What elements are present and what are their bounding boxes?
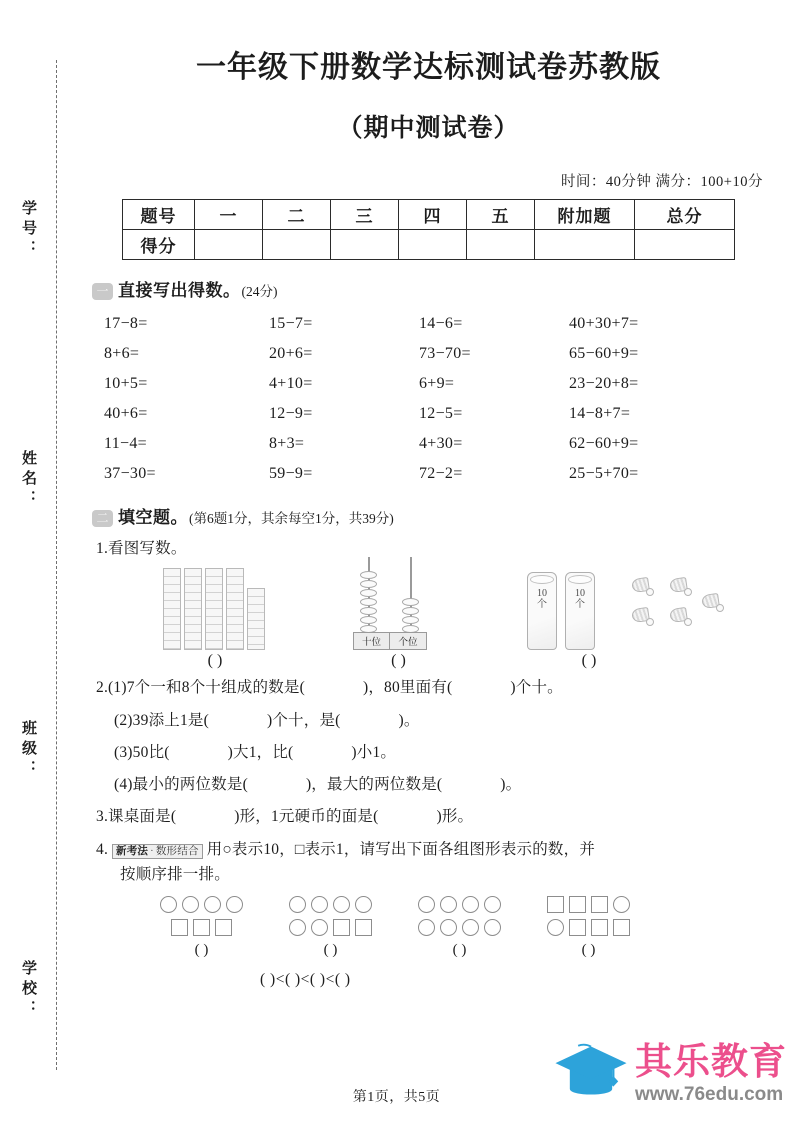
question-1: [96, 537, 775, 560]
exam-meta: 时间：40分钟 满分：100+10分: [560, 174, 763, 190]
score-table: [122, 199, 735, 260]
picture-tubes: [496, 564, 626, 670]
answer-blank-1[interactable]: ( ): [207, 652, 223, 670]
shape-row: [160, 919, 243, 938]
shape-row: [160, 896, 243, 915]
seal-dashed-line: [56, 60, 57, 1070]
shape-group-1-blank[interactable]: ( ): [194, 942, 209, 958]
circle-icon: [484, 919, 501, 936]
question-2-line-3: [96, 741, 775, 764]
circle-icon: [547, 919, 564, 936]
section-points-1: (24分): [241, 284, 278, 299]
circle-icon: [462, 896, 479, 913]
score-cell-3[interactable]: [331, 230, 399, 260]
question-2-line-2: [96, 709, 775, 732]
q3-prefix: 课桌面是(: [108, 808, 177, 826]
question-4-text-line2-value: 按顺序排一排。: [120, 865, 230, 883]
q2-line2-mid: )个十，是(: [267, 711, 341, 729]
circle-icon: [418, 896, 435, 913]
square-icon: [333, 919, 350, 936]
circle-icon: [289, 896, 306, 913]
shape-row: [289, 919, 372, 938]
picture-cube-sticks: [140, 564, 290, 670]
calc-problem: 62−60+9=: [569, 435, 639, 452]
seal-field-class: 班级：: [20, 720, 36, 780]
picture-shuttlecocks: [626, 564, 776, 650]
calc-problem: 12−9=: [269, 405, 313, 422]
seal-field-school: 学校：: [20, 960, 36, 1020]
score-cell-total[interactable]: [635, 230, 735, 260]
score-table-row-label: 题号: [123, 200, 195, 230]
square-icon: [193, 919, 210, 936]
shape-group-3-blank[interactable]: ( ): [452, 942, 467, 958]
calc-problem: 14−8+7=: [569, 405, 631, 422]
abacus-tens-label: 十位: [354, 633, 390, 649]
new-method-badge-strong: 新考法: [116, 845, 149, 857]
seal-margin: [0, 0, 72, 1122]
cube-sticks-icon: [140, 564, 290, 650]
question-1-number: 1.: [96, 540, 109, 557]
circle-icon: [226, 896, 243, 913]
picture-abacus: [331, 564, 466, 670]
square-icon: [215, 919, 232, 936]
q2-line2-prefix: (2)39添上1是(: [114, 711, 209, 729]
shape-group-4-blank[interactable]: ( ): [581, 942, 596, 958]
circle-icon: [204, 896, 221, 913]
square-icon: [591, 919, 608, 936]
shape-row: [547, 919, 630, 938]
exam-page: [72, 0, 793, 1122]
tube-label-bottom: 个: [537, 598, 547, 610]
section-header-2: [92, 503, 775, 528]
table-row: [123, 200, 735, 230]
brand-url: www.76edu.com: [635, 1083, 784, 1105]
section-header-1: [92, 276, 775, 301]
section-title-2: 填空题。: [118, 508, 188, 527]
abacus-icon: [331, 564, 466, 650]
page-subtitle: （期中测试卷）: [337, 115, 520, 142]
shape-row: [289, 896, 372, 915]
answer-blank-3[interactable]: ( ): [581, 652, 597, 670]
q2-line4-prefix: (4)最小的两位数是(: [114, 776, 248, 793]
shape-group-2-blank[interactable]: ( ): [323, 942, 338, 958]
shape-group-3: [418, 896, 501, 959]
tube-label-top: 10: [575, 588, 585, 600]
q2-line1-prefix: (1)7个一和8个十组成的数是(: [108, 679, 305, 697]
shape-row: [418, 919, 501, 938]
circle-icon: [289, 919, 306, 936]
section-title-1: 直接写出得数。: [118, 281, 241, 300]
tube-label-top: 10: [537, 588, 547, 600]
calc-problem: 10+5=: [104, 375, 148, 392]
calc-problem: 20+6=: [269, 345, 313, 362]
new-method-badge: [112, 844, 203, 860]
circle-icon: [440, 896, 457, 913]
new-method-badge-dot: ·: [150, 845, 154, 857]
score-cell-2[interactable]: [263, 230, 331, 260]
shuttlecock-icon-group: [626, 564, 776, 650]
circle-icon: [355, 896, 372, 913]
calc-problem: 73−70=: [419, 345, 471, 362]
circle-icon: [182, 896, 199, 913]
score-table-col-5: 五: [467, 200, 535, 230]
calc-problem: 59−9=: [269, 465, 313, 482]
score-cell-5[interactable]: [467, 230, 535, 260]
question-2: [96, 676, 775, 699]
seal-field-student-id: 学号：: [20, 200, 36, 260]
circle-icon: [311, 896, 328, 913]
shape-group-2: [289, 896, 372, 959]
square-icon: [613, 919, 630, 936]
calc-problem: 23−20+8=: [569, 375, 639, 392]
q2-line4-mid: )，最大的两位数是(: [305, 776, 443, 793]
score-table-col-3: 三: [331, 200, 399, 230]
circle-icon: [462, 919, 479, 936]
question-4-number: 4.: [96, 840, 109, 858]
circle-icon: [613, 896, 630, 913]
square-icon: [569, 896, 586, 913]
square-icon: [547, 896, 564, 913]
calc-problem: 40+30+7=: [569, 315, 639, 332]
score-table-col-1: 一: [195, 200, 263, 230]
shape-groups: [160, 896, 775, 959]
section-points-2: (第6题1分，其余每空1分，共39分): [189, 511, 394, 526]
q2-line1-suffix: )个十。: [510, 679, 563, 697]
answer-blank-2[interactable]: ( ): [391, 652, 406, 670]
calc-problem: 8+6=: [104, 345, 140, 362]
q2-line3-prefix: (3)50比(: [114, 743, 170, 761]
seal-field-name: 姓名：: [20, 450, 36, 510]
circle-icon: [333, 896, 350, 913]
calc-problem: 4+10=: [269, 375, 313, 392]
calc-problem: 37−30=: [104, 465, 156, 482]
circle-icon: [484, 896, 501, 913]
abacus-place-labels: [353, 632, 427, 650]
section-badge-1: 一: [92, 283, 113, 300]
question-3: [96, 805, 775, 828]
square-icon: [591, 896, 608, 913]
shape-row: [418, 896, 501, 915]
calc-problem: 72−2=: [419, 465, 463, 482]
tubes-icon: [496, 564, 626, 650]
question-2-number: 2.: [96, 679, 109, 697]
question-4: [96, 838, 775, 861]
calc-problem: 14−6=: [419, 315, 463, 332]
page-footer: 第1页，共5页: [352, 1090, 441, 1105]
score-table-col-bonus: 附加题: [535, 200, 635, 230]
shape-group-4: [547, 896, 630, 959]
shape-row: [547, 896, 630, 915]
abacus-ones-label: 个位: [398, 638, 418, 649]
score-cell-bonus[interactable]: [535, 230, 635, 260]
new-method-badge-rest: 数形结合: [155, 845, 199, 857]
q2-line4-suffix: )。: [500, 776, 522, 793]
calc-problem: 4+30=: [419, 435, 463, 452]
square-icon: [171, 919, 188, 936]
shape-group-1: [160, 896, 243, 959]
circle-icon: [418, 919, 435, 936]
calc-problem: 15−7=: [269, 315, 313, 332]
score-table-col-2: 二: [263, 200, 331, 230]
tube-label-bottom: 个: [575, 598, 585, 610]
question-2-line-4: [96, 773, 775, 796]
calc-problem: 12−5=: [419, 405, 463, 422]
score-table-row-label-score: 得分: [123, 230, 195, 260]
page-title: 一年级下册数学达标测试卷苏教版: [196, 51, 661, 84]
circle-icon: [440, 919, 457, 936]
square-icon: [569, 919, 586, 936]
calc-problem: 40+6=: [104, 405, 148, 422]
score-cell-1[interactable]: [195, 230, 263, 260]
score-table-col-total: 总分: [635, 200, 735, 230]
question-4-text-line1: 用○表示10，□表示1，请写出下面各组图形表示的数，并: [206, 840, 596, 858]
table-row: [123, 230, 735, 260]
circle-icon: [160, 896, 177, 913]
brand-name-cn: 其乐教育: [635, 1040, 787, 1082]
calc-problem: 8+3=: [269, 435, 305, 452]
score-cell-4[interactable]: [399, 230, 467, 260]
calc-problem: 11−4=: [104, 435, 147, 452]
q2-line1-mid: )，80里面有(: [362, 679, 453, 697]
question-1-pictures: [96, 564, 775, 676]
q3-mid: )形，1元硬币的面是(: [234, 808, 379, 826]
question-4-text-line2: [120, 863, 775, 886]
circle-icon: [311, 919, 328, 936]
q2-line2-suffix: )。: [398, 711, 420, 729]
compare-order-line[interactable]: ( )<( )<( )<( ): [260, 971, 351, 988]
calc-problem: 17−8=: [104, 315, 148, 332]
question-1-text: 看图写数。: [108, 540, 187, 557]
section-badge-2: 二: [92, 510, 113, 527]
calc-problem: 65−60+9=: [569, 345, 639, 362]
q2-line3-suffix: )小1。: [351, 743, 397, 761]
calc-problem: 6+9=: [419, 375, 455, 392]
question-3-number: 3.: [96, 808, 109, 826]
q2-line3-mid: )大1，比(: [227, 743, 294, 761]
calc-problem: 25−5+70=: [569, 465, 639, 482]
q3-suffix: )形。: [436, 808, 474, 826]
arithmetic-grid: [104, 315, 775, 483]
square-icon: [355, 919, 372, 936]
score-table-col-4: 四: [399, 200, 467, 230]
